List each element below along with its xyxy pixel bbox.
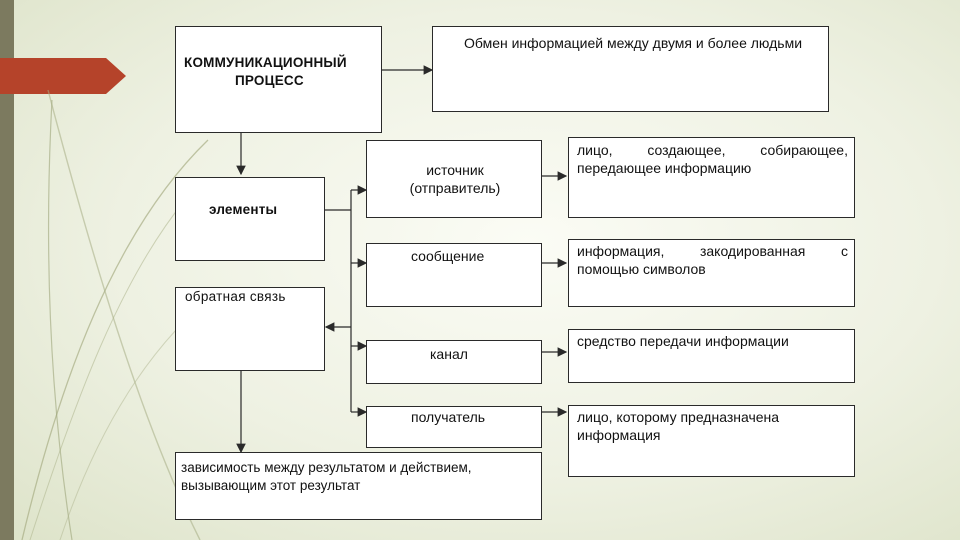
- element-channel-description: средство передачи информации: [577, 333, 789, 349]
- element-channel-description-box: [568, 329, 855, 383]
- element-source-box: [366, 140, 542, 218]
- element-source-name: источник (отправитель): [409, 162, 501, 196]
- element-channel-box: [366, 340, 542, 384]
- element-receiver-description: лицо, которому предназначена информация: [577, 409, 780, 443]
- element-source-description-box: [568, 137, 855, 218]
- element-receiver-name: получатель: [411, 409, 486, 425]
- elements-box: [175, 177, 325, 261]
- element-message-name: сообщение: [411, 248, 485, 264]
- element-receiver-description-box: [568, 405, 855, 477]
- definition-box: [432, 26, 829, 112]
- element-message-description-box: [568, 239, 855, 307]
- element-receiver-box: [366, 406, 542, 448]
- element-message-box: [366, 243, 542, 307]
- definition-text: Обмен информацией между двумя и более людьми: [463, 35, 803, 51]
- elements-label: элементы: [209, 202, 278, 217]
- element-channel-name: канал: [430, 346, 468, 362]
- communication-process-box: [175, 26, 382, 133]
- feedback-box: [175, 287, 325, 371]
- element-message-description: информация, закодированная с помощью символов: [577, 243, 848, 277]
- feedback-definition-text: зависимость между результатом и действием, вызывающим этот результат: [181, 460, 472, 493]
- feedback-definition-box: [175, 452, 542, 520]
- feedback-label: обратная связь: [185, 289, 286, 304]
- communication-process-label-line2: ПРОЦЕСС: [235, 73, 304, 88]
- communication-process-label-line1: КОММУНИКАЦИОННЫЙ: [184, 55, 347, 70]
- element-source-description: лицо, создающее, собирающее, передающее информацию: [577, 142, 848, 176]
